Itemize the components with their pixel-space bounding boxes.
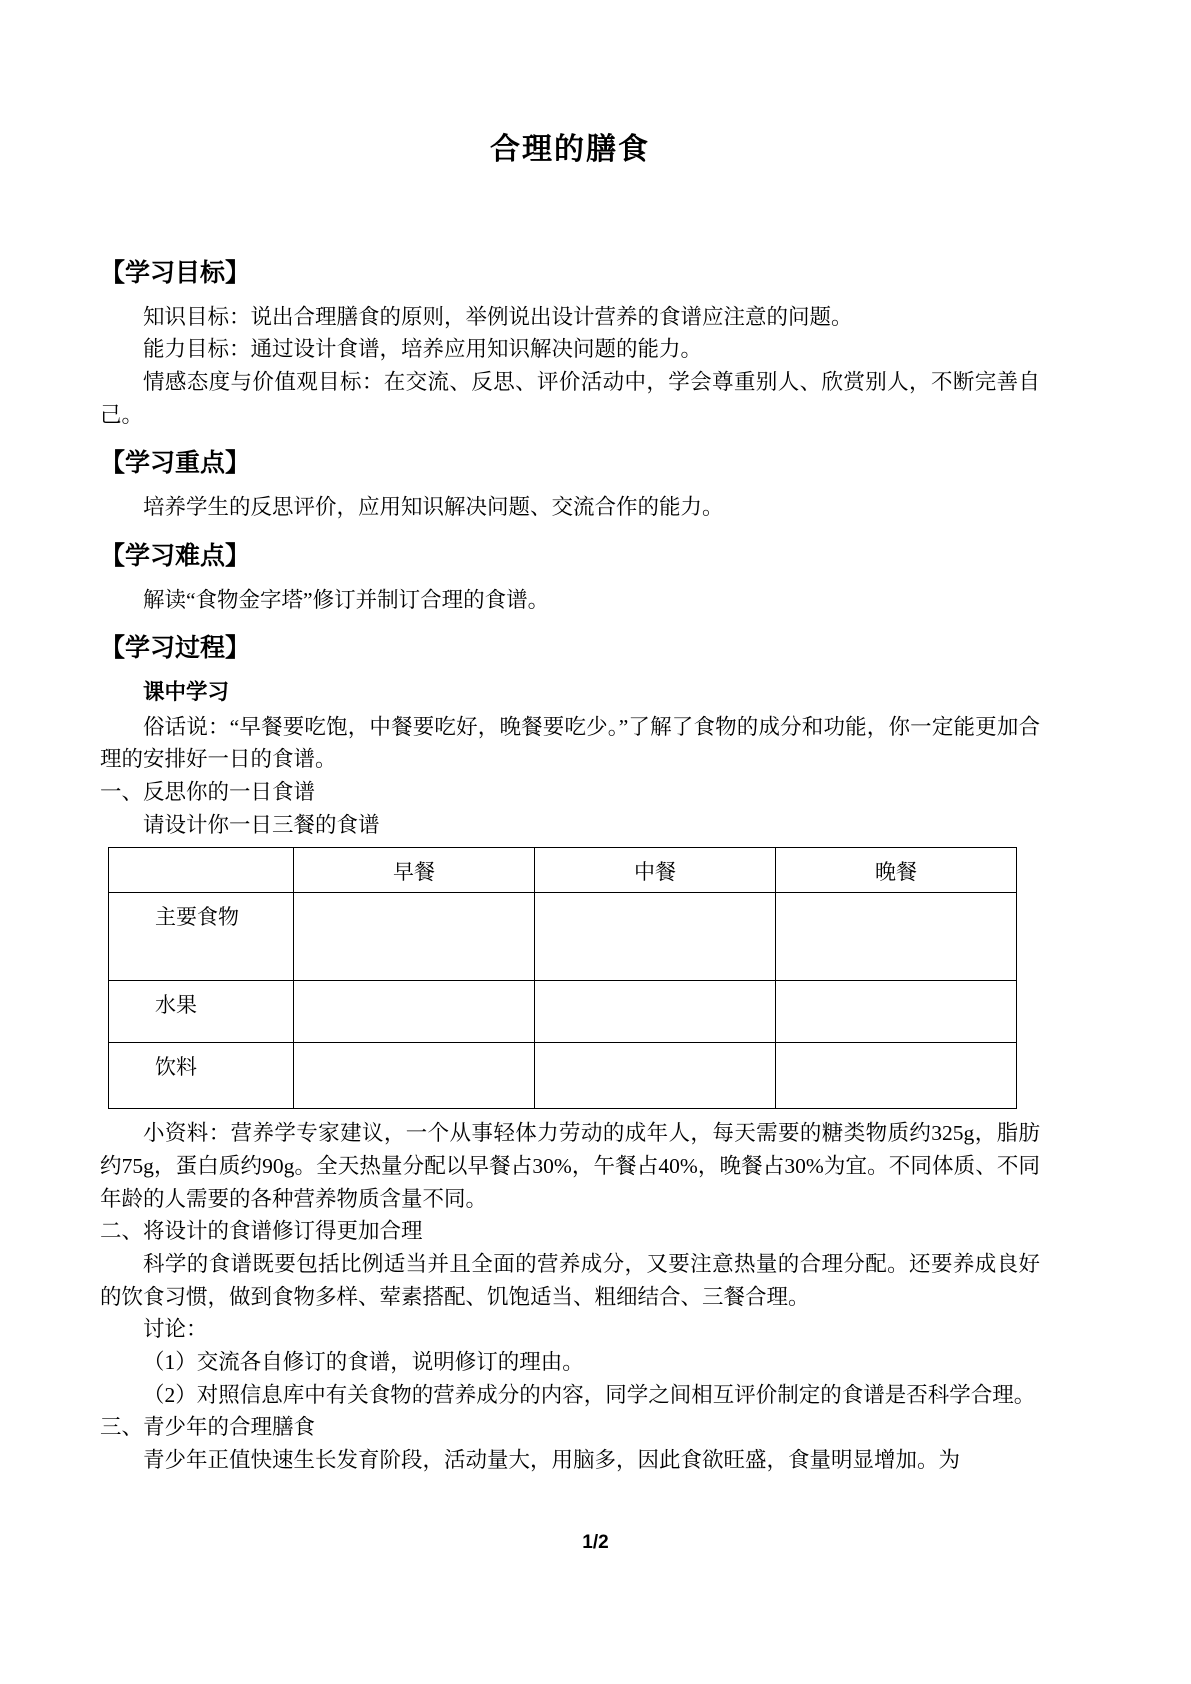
cell-main-food-dinner[interactable]: [776, 893, 1017, 981]
discussion-item-1: （1）交流各自修订的食谱，说明修订的理由。: [143, 1350, 584, 1375]
cell-fruit-dinner[interactable]: [776, 981, 1017, 1043]
cell-fruit-lunch[interactable]: [535, 981, 776, 1043]
part-three-heading: 三、青少年的合理膳食: [100, 1415, 316, 1440]
row-label-main-food: 主要食物: [109, 893, 294, 981]
cell-main-food-breakfast[interactable]: [294, 893, 535, 981]
row-label-fruit: 水果: [109, 981, 294, 1043]
objective-knowledge: 知识目标：说出合理膳食的原则，举例说出设计营养的食谱应注意的问题。: [143, 304, 853, 329]
table-row: [109, 981, 1017, 1043]
meal-plan-table: [108, 847, 1017, 1109]
cell-beverage-dinner[interactable]: [776, 1043, 1017, 1109]
discussion-label: 讨论：: [143, 1317, 208, 1342]
column-header-lunch: 中餐: [535, 848, 776, 893]
process-intro: 俗话说：“早餐要吃饱，中餐要吃好，晚餐要吃少。”了解了食物的成分和功能，你一定能更加合理的安排好一日的食谱。: [100, 714, 1040, 772]
section-heading-objectives: 【学习目标】: [100, 260, 251, 287]
part-two-paragraph: 科学的食谱既要包括比例适当并且全面的营养成分，又要注意热量的合理分配。还要养成良好的饮食习惯，做到食物多样、荤素搭配、饥饱适当、粗细结合、三餐合理。: [100, 1252, 1040, 1309]
cell-beverage-breakfast[interactable]: [294, 1043, 535, 1109]
table-row: [109, 1043, 1017, 1109]
page-content: [100, 130, 1040, 1477]
cell-fruit-breakfast[interactable]: [294, 981, 535, 1043]
table-row: [109, 893, 1017, 981]
part-one-note: 小资料：营养学专家建议，一个从事轻体力劳动的成年人，每天需要的糖类物质约325g，脂肪约75g，蛋白质约90g。全天热量分配以早餐占30%，午餐占40%，晚餐占30%为宜。不同体质、不同年龄的人需要的各种营养物质含量不同。: [100, 1121, 1040, 1211]
page-number: 1/2: [582, 1532, 609, 1553]
table-corner-cell: [109, 848, 294, 893]
section-heading-key-points: 【学习重点】: [100, 450, 251, 478]
part-one-instruction: 请设计你一日三餐的食谱: [143, 812, 380, 837]
discussion-item-2: （2）对照信息库中有关食物的营养成分的内容，同学之间相互评价制定的食谱是否科学合理。: [143, 1382, 1036, 1407]
objective-attitude: 情感态度与价值观目标：在交流、反思、评价活动中，学会尊重别人、欣赏别人，不断完善自己。: [100, 370, 1040, 427]
cell-main-food-lunch[interactable]: [535, 893, 776, 981]
cell-beverage-lunch[interactable]: [535, 1043, 776, 1109]
subheading-in-class-study: 课中学习: [143, 680, 230, 705]
difficulties-text: 解读“食物金字塔”修订并制订合理的食谱。: [143, 587, 550, 612]
part-two-heading: 二、将设计的食谱修订得更加合理: [100, 1219, 423, 1244]
row-label-beverage: 饮料: [109, 1043, 294, 1109]
objective-ability: 能力目标：通过设计食谱，培养应用知识解决问题的能力。: [143, 337, 703, 362]
column-header-breakfast: 早餐: [294, 848, 535, 893]
table-header-row: [109, 848, 1017, 893]
part-one-heading: 一、反思你的一日食谱: [100, 780, 316, 805]
column-header-dinner: 晚餐: [776, 848, 1017, 893]
page-title: 合理的膳食: [490, 133, 650, 166]
key-points-text: 培养学生的反思评价，应用知识解决问题、交流合作的能力。: [143, 495, 724, 520]
section-heading-difficulties: 【学习难点】: [100, 542, 251, 570]
section-heading-process: 【学习过程】: [100, 635, 251, 663]
part-three-paragraph: 青少年正值快速生长发育阶段，活动量大，用脑多，因此食欲旺盛，食量明显增加。为: [143, 1448, 961, 1473]
